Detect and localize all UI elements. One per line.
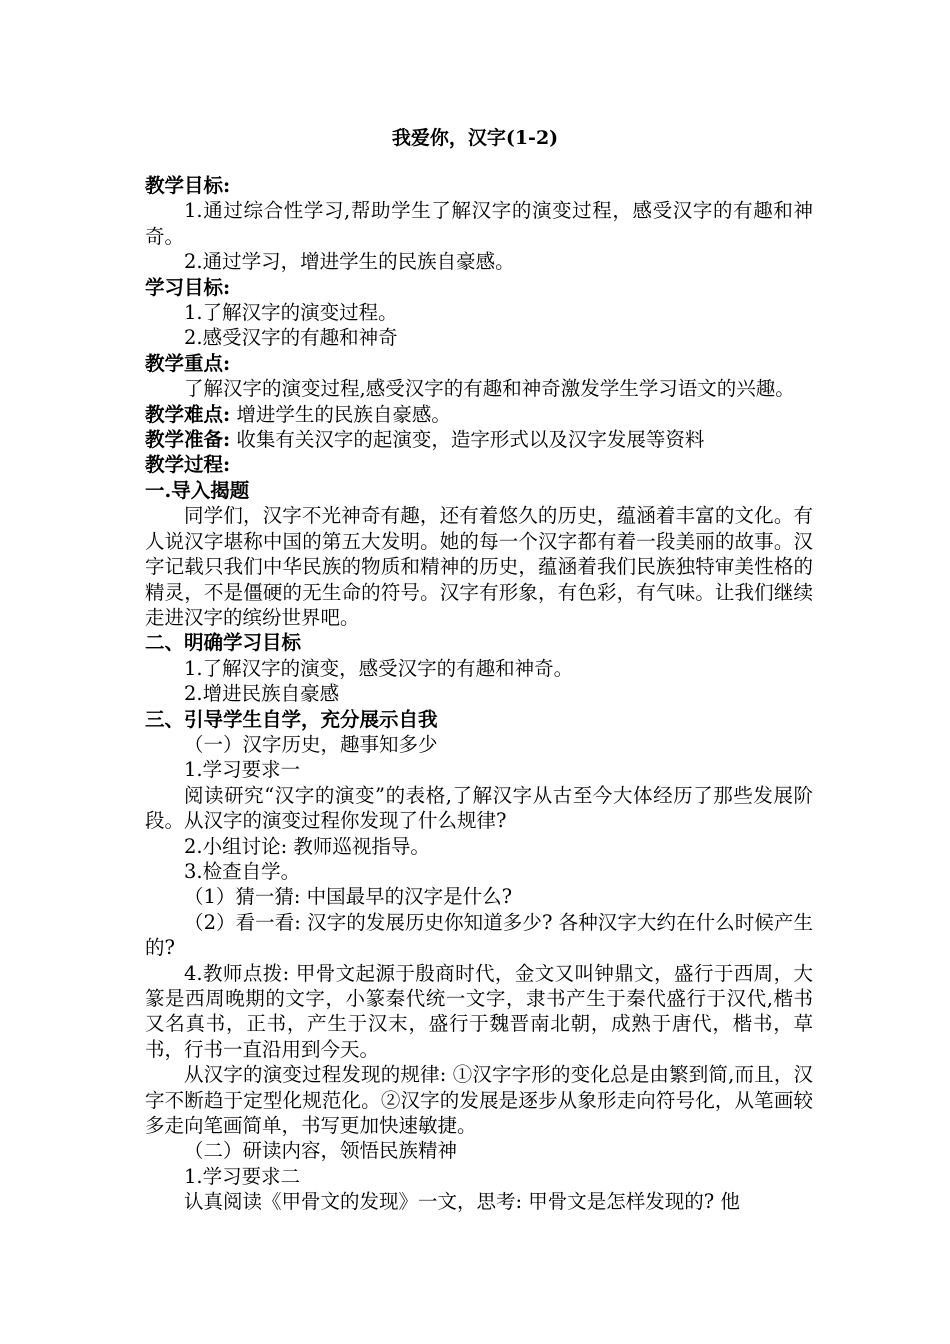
paragraph-text: 收集有关汉字的起演变，造字形式以及汉字发展等资料: [230, 428, 705, 452]
labeled-paragraph: [145, 427, 813, 452]
paragraph: 3.检查自学。: [184, 859, 301, 883]
paragraph-label: 教学难点:: [145, 402, 231, 426]
paragraph: 1.了解汉字的演变，感受汉字的有趣和神奇。: [184, 656, 574, 680]
labeled-paragraph: [145, 402, 813, 427]
paragraph: （二）研读内容，领悟民族精神: [184, 1139, 458, 1163]
paragraph: 2.小组讨论: 教师巡视指导。: [184, 834, 430, 858]
section-heading: 三、引导学生自学，充分展示自我: [145, 707, 438, 731]
paragraph: 阅读研究“汉字的演变”的表格,了解汉字从古至今大体经历了那些发展阶段。从汉字的演变过程你发现了什么规律?: [145, 783, 813, 833]
paragraph: 同学们，汉字不光神奇有趣，还有着悠久的历史，蕴涵着丰富的文化。有人说汉字堪称中国的第五大发明。她的每一个汉字都有着一段美丽的故事。汉字记载只我们中华民族的物质和精神的历史，蕴涵着我们民族独特审美性格的精灵，不是僵硬的无生命的符号。汉字有形象，有色彩，有气味。让我们继续走进汉字的缤纷世界吧。: [145, 504, 813, 629]
section-heading: 二、明确学习目标: [145, 631, 302, 655]
section-heading: 一.导入揭题: [145, 478, 250, 502]
paragraph: 1.了解汉字的演变过程。: [184, 301, 398, 325]
paragraph-label: 教学准备:: [145, 428, 231, 452]
paragraph: （一）汉字历史，趣事知多少: [184, 732, 438, 756]
section-heading: 学习目标:: [145, 275, 231, 299]
paragraph: 2.通过学习，增进学生的民族自豪感。: [184, 250, 515, 274]
paragraph: 2.增进民族自豪感: [184, 682, 340, 706]
section-heading: 教学过程:: [145, 453, 231, 477]
paragraph: 1.通过综合性学习,帮助学生了解汉字的演变过程，感受汉字的有趣和神奇。: [145, 199, 813, 248]
section-heading: 教学重点:: [145, 351, 231, 375]
section-heading: 教学目标:: [145, 174, 231, 197]
paragraph: 从汉字的演变过程发现的规律: ①汉字字形的变化总是由繁到简,而且，汉字不断趋于定型化规范化。②汉字的发展是逐步从象形走向符号化，从笔画较多走向笔画简单，书写更加快速敏捷。: [145, 1063, 813, 1138]
document-body: [145, 173, 813, 1215]
paragraph: 2.感受汉字的有趣和神奇: [184, 326, 398, 350]
document-title: 我爱你，汉字(1-2): [391, 127, 559, 149]
paragraph: 4.教师点拨: 甲骨文起源于殷商时代，金文又叫钟鼎文，盛行于西周，大篆是西周晚期的文字，小篆秦代统一文字，隶书产生于秦代盛行于汉代,楷书又名真书，正书，产生于汉末，盛行于魏晋南北朝，成熟于唐代，楷书，草书，行书一直沿用到今天。: [145, 961, 813, 1061]
paragraph: 1.学习要求二: [184, 1164, 301, 1188]
paragraph: （1）猜一猜: 中国最早的汉字是什么?: [184, 885, 513, 909]
paragraph: （2）看一看: 汉字的发展历史你知道多少? 各种汉字大约在什么时候产生的?: [145, 910, 813, 960]
paragraph-text: 增进学生的民族自豪感。: [230, 402, 451, 426]
paragraph: 1.学习要求一: [184, 758, 301, 782]
paragraph: 了解汉字的演变过程,感受汉字的有趣和神奇激发学生学习语文的兴趣。: [184, 377, 795, 401]
paragraph: 认真阅读《甲骨文的发现》一文，思考: 甲骨文是怎样发现的? 他: [184, 1190, 740, 1214]
